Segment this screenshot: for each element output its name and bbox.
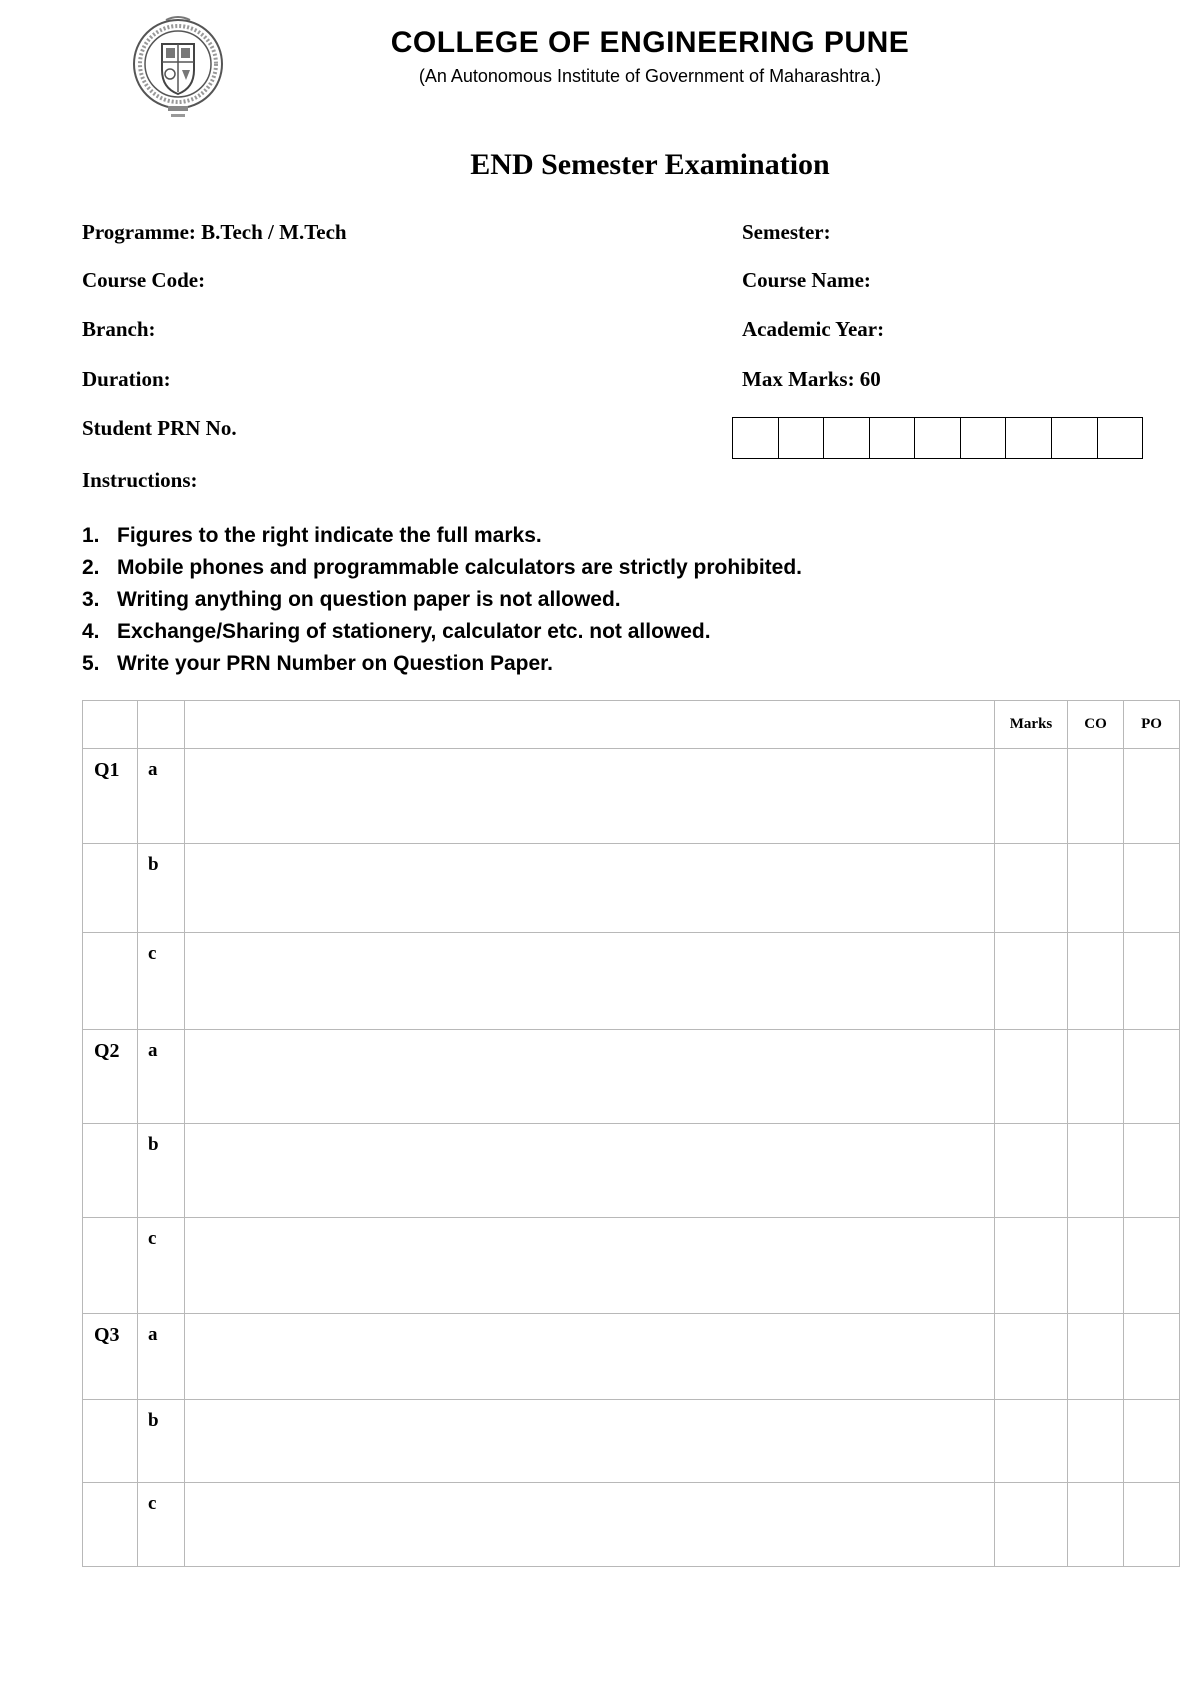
po-cell (1124, 1124, 1180, 1218)
marks-cell (995, 1124, 1068, 1218)
table-row (83, 1483, 1180, 1567)
marks-cell (995, 1483, 1068, 1567)
instruction-number: 5. (82, 652, 100, 675)
table-row (83, 1124, 1180, 1218)
instruction-number: 1. (82, 524, 100, 547)
question-number-cell (83, 1483, 138, 1567)
instruction-item (82, 648, 802, 680)
question-part-cell: a (138, 1314, 185, 1400)
prn-digit-box[interactable] (779, 418, 825, 458)
question-number-cell (83, 844, 138, 933)
header-text-cell (185, 701, 995, 749)
question-part-cell: b (138, 1400, 185, 1483)
instruction-text: Exchange/Sharing of stationery, calculator etc. not allowed. (117, 620, 711, 643)
co-cell (1068, 933, 1124, 1030)
prn-digit-box[interactable] (1006, 418, 1052, 458)
header-part-cell (138, 701, 185, 749)
marks-cell (995, 1030, 1068, 1124)
programme-field: Programme: B.Tech / M.Tech (82, 220, 347, 244)
semester-field: Semester: (742, 220, 831, 244)
table-row (83, 933, 1180, 1030)
prn-digit-box[interactable] (870, 418, 916, 458)
header-po: PO (1124, 701, 1180, 749)
po-cell (1124, 1314, 1180, 1400)
co-cell (1068, 1030, 1124, 1124)
instruction-item (82, 520, 802, 552)
question-number-cell: Q2 (83, 1030, 138, 1124)
co-cell (1068, 1400, 1124, 1483)
header-marks: Marks (995, 701, 1068, 749)
table-row (83, 1314, 1180, 1400)
po-cell (1124, 1483, 1180, 1567)
marks-cell (995, 1314, 1068, 1400)
course-code-field: Course Code: (82, 268, 206, 292)
table-row (83, 1030, 1180, 1124)
po-cell (1124, 749, 1180, 844)
prn-digit-box[interactable] (733, 418, 779, 458)
table-row (83, 1400, 1180, 1483)
instruction-number: 4. (82, 620, 100, 643)
question-number-cell (83, 933, 138, 1030)
co-cell (1068, 1124, 1124, 1218)
table-row (83, 749, 1180, 844)
branch-field: Branch: (82, 317, 156, 341)
prn-digit-box[interactable] (1098, 418, 1143, 458)
header-question-cell (83, 701, 138, 749)
question-text-cell (185, 1124, 995, 1218)
question-text-cell (185, 1218, 995, 1314)
question-number-cell (83, 1218, 138, 1314)
question-part-cell: c (138, 1218, 185, 1314)
instruction-item (82, 616, 802, 648)
question-table (82, 700, 1180, 1567)
marks-cell (995, 1400, 1068, 1483)
instruction-item (82, 584, 802, 616)
table-row (83, 844, 1180, 933)
college-name: COLLEGE OF ENGINEERING PUNE (390, 26, 910, 59)
question-text-cell (185, 1400, 995, 1483)
instruction-text: Writing anything on question paper is not allowed. (117, 588, 621, 611)
question-part-cell: a (138, 749, 185, 844)
po-cell (1124, 933, 1180, 1030)
table-row (83, 1218, 1180, 1314)
question-text-cell (185, 844, 995, 933)
po-cell (1124, 1218, 1180, 1314)
instruction-text: Mobile phones and programmable calculators are strictly prohibited. (117, 556, 802, 579)
prn-digit-box[interactable] (961, 418, 1007, 458)
prn-entry-boxes (732, 417, 1143, 459)
question-text-cell (185, 1030, 995, 1124)
prn-digit-box[interactable] (824, 418, 870, 458)
instruction-text: Figures to the right indicate the full marks. (117, 524, 542, 547)
question-part-cell: a (138, 1030, 185, 1124)
instructions-label: Instructions: (82, 468, 198, 492)
co-cell (1068, 749, 1124, 844)
instructions-list (82, 520, 802, 680)
college-logo (128, 14, 228, 122)
question-number-cell (83, 1124, 138, 1218)
co-cell (1068, 1483, 1124, 1567)
instruction-text: Write your PRN Number on Question Paper. (117, 652, 554, 675)
question-text-cell (185, 1483, 995, 1567)
question-part-cell: b (138, 1124, 185, 1218)
question-part-cell: c (138, 933, 185, 1030)
marks-cell (995, 1218, 1068, 1314)
instruction-number: 2. (82, 556, 100, 579)
marks-cell (995, 749, 1068, 844)
po-cell (1124, 844, 1180, 933)
academic-year-field: Academic Year: (742, 317, 885, 341)
co-cell (1068, 1218, 1124, 1314)
question-number-cell: Q1 (83, 749, 138, 844)
prn-label: Student PRN No. (82, 416, 237, 440)
max-marks-field: Max Marks: 60 (742, 367, 881, 391)
co-cell (1068, 844, 1124, 933)
exam-title: END Semester Examination (470, 148, 830, 181)
question-number-cell: Q3 (83, 1314, 138, 1400)
prn-digit-box[interactable] (1052, 418, 1098, 458)
college-subtitle: (An Autonomous Institute of Government of Maharashtra.) (418, 66, 882, 86)
question-part-cell: b (138, 844, 185, 933)
marks-cell (995, 844, 1068, 933)
instruction-item (82, 552, 802, 584)
po-cell (1124, 1030, 1180, 1124)
prn-digit-box[interactable] (915, 418, 961, 458)
question-text-cell (185, 1314, 995, 1400)
header-co: CO (1068, 701, 1124, 749)
course-name-field: Course Name: (742, 268, 871, 292)
duration-field: Duration: (82, 367, 171, 391)
po-cell (1124, 1400, 1180, 1483)
co-cell (1068, 1314, 1124, 1400)
question-number-cell (83, 1400, 138, 1483)
question-part-cell: c (138, 1483, 185, 1567)
question-text-cell (185, 749, 995, 844)
instruction-number: 3. (82, 588, 100, 611)
table-header-row (83, 701, 1180, 749)
question-text-cell (185, 933, 995, 1030)
marks-cell (995, 933, 1068, 1030)
